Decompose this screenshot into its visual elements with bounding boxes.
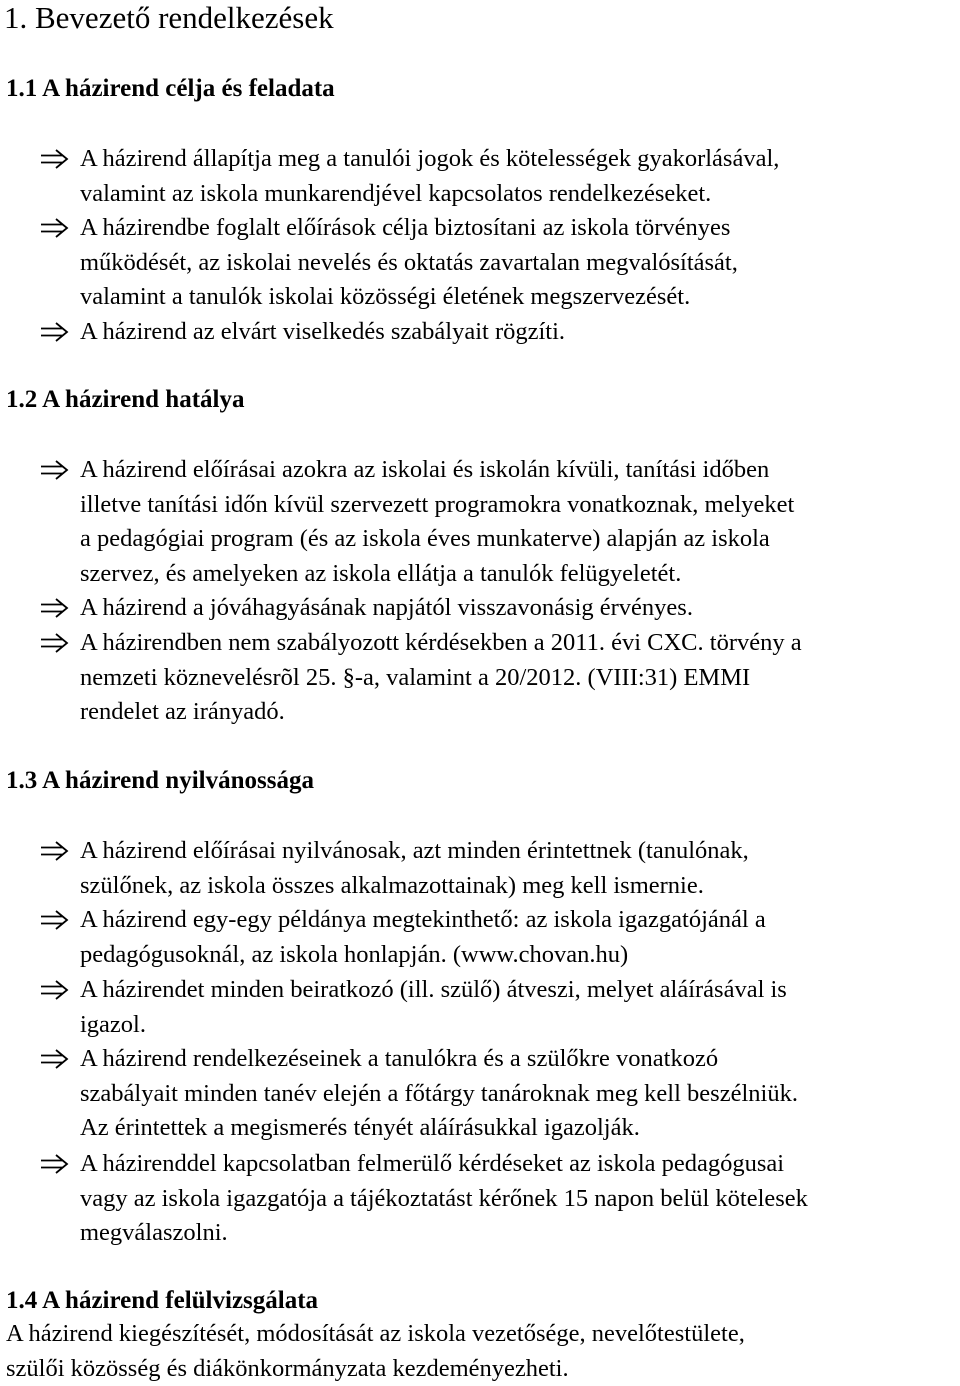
section-title-1-1: 1.1 A házirend célja és feladata xyxy=(6,75,335,102)
bullet-item xyxy=(40,315,958,350)
double-arrow-icon xyxy=(40,453,70,487)
double-arrow-icon xyxy=(40,142,70,176)
bullet-item xyxy=(40,903,958,972)
bullet-item xyxy=(40,142,958,211)
bullet-item xyxy=(40,211,958,315)
section-paragraph: A házirend kiegészítését, módosítását az iskola vezetősége, nevelőtestülete, szülői közösség és diákönkormányzata kezdeményezheti. xyxy=(6,1320,745,1382)
double-arrow-icon xyxy=(40,1042,70,1076)
double-arrow-icon xyxy=(40,834,70,868)
bullet-text: A házirend egy-egy példánya megtekinthető: az iskola igazgatójánál a pedagógusoknál, az iskola honlapján. (www.chovan.hu) xyxy=(80,906,766,968)
double-arrow-icon xyxy=(40,591,70,625)
section-title-1-4: 1.4 A házirend felülvizsgálata xyxy=(6,1287,319,1314)
bullet-item xyxy=(40,973,958,1042)
bullet-text: A házirend előírásai nyilvánosak, azt minden érintettnek (tanulónak, szülőnek, az iskola összes alkalmazottainak) meg kell ismernie. xyxy=(80,837,749,899)
bullet-item xyxy=(40,834,958,903)
bullet-text: A házirendet minden beiratkozó (ill. szülő) átveszi, melyet aláírásával is igazol. xyxy=(80,976,787,1038)
bullet-text: A házirenddel kapcsolatban felmerülő kérdéseket az iskola pedagógusai vagy az iskola igazgatója a tájékoztatást kérőnek 15 napon belül kötelesek megválaszolni. xyxy=(80,1150,808,1246)
bullet-item xyxy=(40,1042,958,1146)
chapter-heading: 1. Bevezető rendelkezések xyxy=(4,0,334,35)
bullet-text: A házirend rendelkezéseinek a tanulókra és a szülőkre vonatkozó szabályait minden tanév elején a főtárgy tanároknak meg kell beszélniük. Az érintettek a megismerés tényét aláírásukkal igazolják. xyxy=(80,1045,798,1141)
double-arrow-icon xyxy=(40,903,70,937)
bullet-text: A házirendbe foglalt előírások célja biztosítani az iskola törvényes működését, az iskolai nevelés és oktatás zavartalan megvalósítását, valamint a tanulók iskolai közösségi életének megszervezését. xyxy=(80,214,738,310)
bullet-text: A házirend az elvárt viselkedés szabályait rögzíti. xyxy=(80,318,566,345)
bullet-text: A házirend állapítja meg a tanulói jogok és kötelességek gyakorlásával, valamint az iskola munkarendjével kapcsolatos rendelkezéseket. xyxy=(80,145,780,207)
double-arrow-icon xyxy=(40,973,70,1007)
bullet-item xyxy=(40,626,958,730)
double-arrow-icon xyxy=(40,315,70,349)
bullet-text: A házirend előírásai azokra az iskolai és iskolán kívüli, tanítási időben illetve tanítási időn kívül szervezett programokra vonatkoznak, melyeket a pedagógiai program (és az iskola éves munkaterve) alapján az iskola szervez, és amelyeken az iskola ellátja a tanulók felügyeletét. xyxy=(80,456,795,587)
bullet-text: A házirendben nem szabályozott kérdésekben a 2011. évi CXC. törvény a nemzeti köznevelésrõl 25. §-a, valamint a 20/2012. (VIII:31) EMMI rendelet az irányadó. xyxy=(80,629,802,725)
double-arrow-icon xyxy=(40,626,70,660)
double-arrow-icon xyxy=(40,211,70,245)
bullet-text: A házirend a jóváhagyásának napjától visszavonásig érvényes. xyxy=(80,594,693,621)
bullet-item xyxy=(40,453,958,591)
section-title-1-3: 1.3 A házirend nyilvánossága xyxy=(6,767,314,794)
bullet-item xyxy=(40,591,958,626)
bullet-item xyxy=(40,1147,958,1251)
double-arrow-icon xyxy=(40,1147,70,1181)
section-title-1-2: 1.2 A házirend hatálya xyxy=(6,386,245,413)
